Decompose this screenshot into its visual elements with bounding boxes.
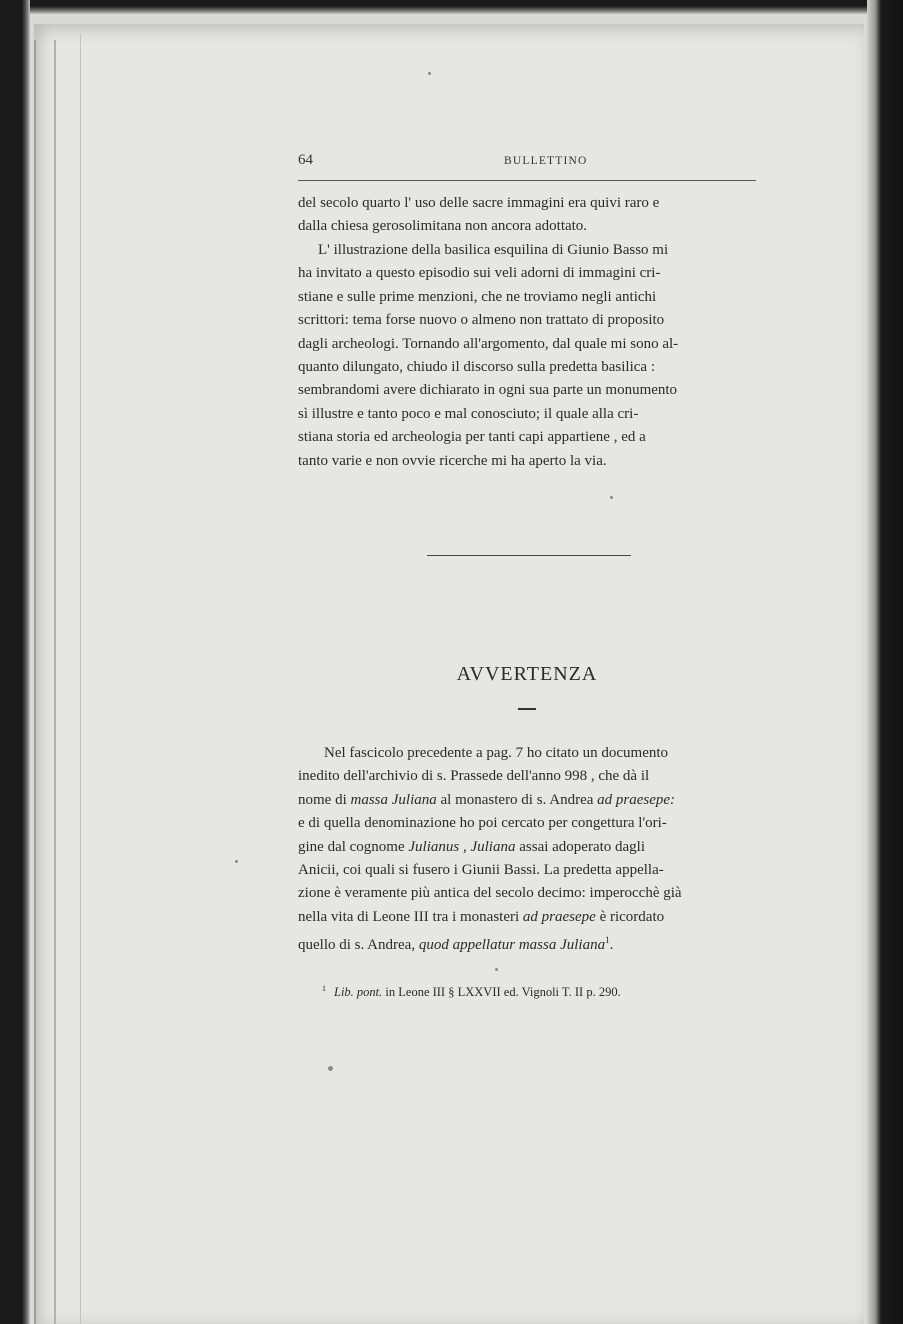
scan-border-top [0, 0, 903, 14]
page-number: 64 [298, 152, 313, 168]
scan-speck [328, 1066, 333, 1071]
section-dash [518, 708, 536, 710]
page-edge [54, 40, 56, 1324]
footnote-text: in Leone III § LXXVII ed. Vignoli T. II p. 290. [382, 985, 621, 1000]
text-line: tanto varie e non ovvie ricerche mi ha aperto la via. [298, 452, 607, 469]
running-head [298, 152, 758, 176]
footnote [322, 984, 762, 1000]
text-line: Anicii, coi quali si fusero i Giunii Bassi. La predetta appella- [298, 862, 664, 879]
footnote-source: Lib. pont. [334, 985, 383, 1000]
text-line: del secolo quarto l' uso delle sacre immagini era quivi raro e [298, 195, 660, 211]
scan-speck [610, 496, 613, 499]
paragraph-2 [298, 239, 756, 473]
scan-border-right [867, 0, 903, 1324]
text-line: quanto dilungato, chiudo il discorso sulla predetta basilica : [298, 359, 656, 376]
page-edge [80, 34, 81, 1324]
notice-paragraph [298, 742, 756, 958]
text-line: ha invitato a questo episodio sui veli adorni di immagini cri- [298, 265, 661, 282]
text-line: e di quella denominazione ho poi cercato per congettura l'ori- [298, 815, 667, 832]
section-separator-rule [427, 555, 631, 556]
text-line: stiana storia ed archeologia per tanti capi appartiene , ed a [298, 429, 646, 446]
section-title: AVVERTENZA [456, 663, 598, 685]
text-line: L' illustrazione della basilica esquilina di Giunio Basso mi [318, 242, 669, 258]
text-line: inedito dell'archivio di s. Prassede dell'anno 998 , che dà il [298, 768, 650, 785]
text-line: zione è veramente più antica del secolo decimo: imperocchè già [298, 885, 682, 902]
text-line: Nel fascicolo precedente a pag. 7 ho citato un documento [324, 745, 669, 761]
footnote-mark: 1 [322, 984, 326, 993]
scan-border-left [0, 0, 30, 1324]
text-line: sembrandomi avere dichiarato in ogni sua parte un monumento [298, 382, 678, 399]
text-line: nome di massa Juliana al monastero di s. Andrea ad praesepe: [298, 791, 676, 808]
text-line: quello di s. Andrea, quod appellatur massa Juliana$^1$. [298, 935, 614, 954]
scan-speck [495, 968, 498, 971]
text-line: dalla chiesa gerosolimitana non ancora adottato. [298, 218, 588, 235]
running-title: BULLETTINO [504, 155, 588, 167]
scan-speck [235, 860, 238, 863]
scan-speck [428, 72, 431, 75]
text-line: gine dal cognome Julianus , Juliana assai adoperato dagli [298, 838, 646, 855]
text-line: sì illustre e tanto poco e mal conosciuto; il quale alla cri- [298, 405, 639, 422]
text-line: dagli archeologi. Tornando all'argomento, dal quale mi sono al- [298, 335, 679, 352]
text-line: nella vita di Leone III tra i monasteri ad praesepe è ricordato [298, 908, 665, 925]
text-line: stiane e sulle prime menzioni, che ne troviamo negli antichi [298, 288, 657, 305]
header-rule [298, 180, 756, 181]
paragraph-1 [298, 192, 756, 239]
page-edge [34, 40, 36, 1324]
text-line: scrittori: tema forse nuovo o almeno non trattato di proposito [298, 312, 665, 329]
